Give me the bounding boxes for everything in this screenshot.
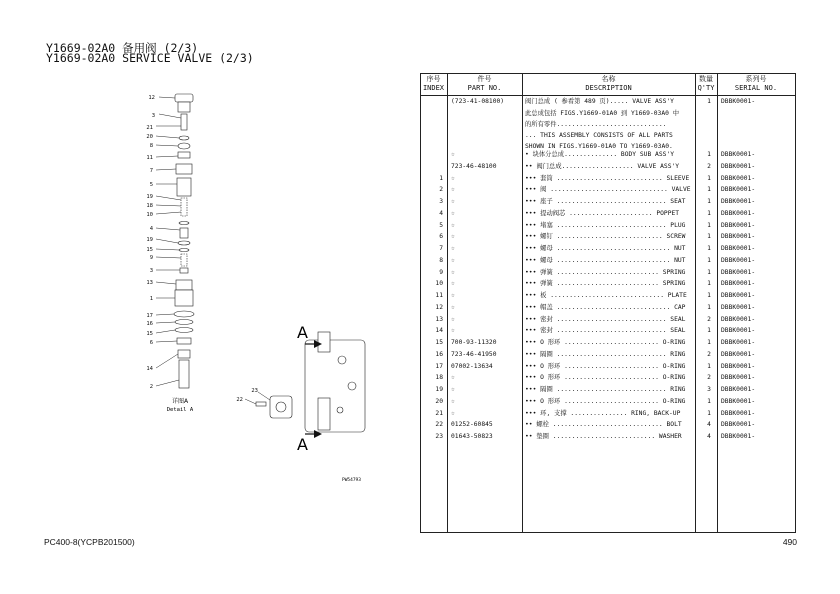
row-serial: DBBK0001- bbox=[721, 433, 756, 440]
part-cap-neck bbox=[178, 102, 190, 112]
view-letter-a-top: A bbox=[297, 323, 308, 342]
table-row bbox=[420, 290, 796, 302]
part-oring-17 bbox=[174, 311, 194, 317]
assembly-note-line-1: 此总成包括 FIGS.Y1669-01A0 到 Y1669-03A0 中 bbox=[525, 110, 680, 117]
callout-2: 2 bbox=[149, 384, 153, 390]
row-qty: 1 bbox=[707, 233, 711, 241]
row-serial: DBBK0001- bbox=[721, 421, 756, 429]
row-description: ••• 套筒 ............................ SLEEVE bbox=[525, 174, 690, 182]
view-letter-a-bottom: A bbox=[297, 435, 308, 454]
row-description: •• 阀门总成................... VALVE ASS'Y bbox=[525, 162, 680, 170]
table-row bbox=[420, 372, 796, 384]
header-index: 序号 INDEX bbox=[422, 75, 445, 92]
part-seal-14 bbox=[178, 350, 190, 358]
row-serial: DBBK0001- bbox=[721, 280, 756, 288]
part-valve bbox=[179, 360, 189, 388]
row-description: ••• O 形环 ......................... O-RING bbox=[525, 374, 686, 382]
row-part-no: ☆ bbox=[451, 256, 455, 264]
table-row bbox=[420, 396, 796, 408]
row-description: ••• O 形环 ......................... O-RING bbox=[525, 339, 686, 346]
callout-15b: 15 bbox=[146, 331, 153, 337]
row-part-no: ☆ bbox=[451, 174, 455, 182]
row-qty: 2 bbox=[707, 350, 711, 358]
header-serial-no: 系列号 SERIAL NO. bbox=[734, 75, 778, 92]
row-qty: 1 bbox=[707, 397, 711, 405]
row-qty: 1 bbox=[707, 303, 711, 311]
table-row bbox=[420, 314, 796, 326]
valve-body-lower-cartridge bbox=[318, 398, 330, 430]
body-port-2 bbox=[348, 382, 356, 390]
row-serial: DBBK0001- bbox=[721, 162, 756, 170]
callout-18: 18 bbox=[146, 203, 153, 209]
callout-1: 1 bbox=[149, 296, 153, 302]
callout-13: 13 bbox=[146, 280, 153, 286]
row-qty: 1 bbox=[707, 151, 711, 158]
row-serial: DBBK0001- bbox=[721, 256, 756, 264]
table-row bbox=[420, 384, 796, 396]
row-description: • 块体分总成.............. BODY SUB ASS'Y bbox=[525, 151, 675, 158]
part-seal-13 bbox=[176, 280, 192, 290]
row-part-no: ☆ bbox=[451, 186, 455, 194]
row-description: •• 螺栓 ............................. BOLT bbox=[525, 421, 682, 429]
part-plate bbox=[178, 152, 190, 158]
row-description: ••• 座子 ............................. SEAT bbox=[525, 198, 686, 205]
title-english: Y1669-02A0 SERVICE VALVE (2/3) bbox=[46, 51, 254, 65]
row-serial: DBBK0001- bbox=[721, 303, 756, 311]
row-index: 8 bbox=[439, 256, 443, 264]
assembly-note-line-2: 的所有零件............................. bbox=[525, 121, 667, 128]
callout-21: 21 bbox=[146, 125, 153, 131]
row-index: 12 bbox=[435, 303, 443, 311]
row-qty: 1 bbox=[707, 268, 711, 276]
row-index: 3 bbox=[439, 198, 443, 205]
row-qty: 4 bbox=[707, 421, 711, 429]
callout-19: 19 bbox=[146, 194, 153, 200]
row-qty: 1 bbox=[707, 221, 711, 229]
part-screw-6 bbox=[177, 338, 191, 344]
table-row bbox=[420, 149, 796, 161]
part-ring-19b bbox=[178, 241, 190, 245]
row-serial: DBBK0001- bbox=[721, 151, 756, 158]
row-qty: 1 bbox=[707, 256, 711, 264]
part-plug bbox=[177, 178, 191, 196]
row-serial: DBBK0001- bbox=[721, 98, 756, 105]
row-part-no: ☆ bbox=[451, 303, 455, 311]
view-arrow-bottom bbox=[297, 430, 322, 454]
row-part-no: ☆ bbox=[451, 233, 455, 241]
row-part-no: ☆ bbox=[451, 245, 455, 252]
row-qty: 2 bbox=[707, 374, 711, 382]
row-description: ••• 提动阀芯 ...................... POPPET bbox=[525, 209, 680, 217]
part-ring-20 bbox=[179, 136, 189, 140]
row-part-no: ☆ bbox=[451, 315, 455, 323]
table-row bbox=[420, 431, 796, 443]
callout-16: 16 bbox=[146, 321, 153, 327]
parts-table bbox=[420, 73, 796, 532]
callout-6: 6 bbox=[149, 340, 153, 346]
row-index: 21 bbox=[435, 409, 443, 417]
callout-17: 17 bbox=[146, 313, 153, 319]
table-row bbox=[420, 231, 796, 243]
row-part-no: ☆ bbox=[451, 386, 455, 393]
callout-14: 14 bbox=[146, 366, 153, 372]
row-part-no: 07002-13634 bbox=[451, 362, 493, 370]
table-row bbox=[420, 349, 796, 361]
part-oring-15 bbox=[179, 249, 189, 252]
row-description: ••• 堵塞 ............................. PLUG bbox=[525, 221, 686, 229]
part-oring-15b bbox=[175, 328, 193, 333]
table-row bbox=[420, 208, 796, 220]
header-description: 名称 DESCRIPTION bbox=[585, 75, 632, 92]
row-index: 14 bbox=[435, 327, 443, 335]
table-row bbox=[420, 267, 796, 279]
table-row bbox=[420, 325, 796, 337]
row-description: ••• O 形环 ......................... O-RING bbox=[525, 362, 686, 370]
row-serial: DBBK0001- bbox=[721, 198, 756, 205]
row-index: 11 bbox=[435, 292, 443, 299]
part-nut-8 bbox=[178, 143, 190, 149]
row-part-no: 723-46-41950 bbox=[451, 350, 497, 358]
body-port-1 bbox=[338, 356, 346, 364]
row-description: ••• 螺母 .............................. NUT bbox=[525, 245, 686, 252]
footer-model: PC400-8(YCPB201500) bbox=[44, 537, 135, 547]
table-row bbox=[420, 173, 796, 185]
callout-8: 8 bbox=[149, 143, 153, 149]
callout-12: 12 bbox=[148, 95, 155, 101]
row-serial: DBBK0001- bbox=[721, 209, 756, 217]
header-part-no: 件号 PART NO. bbox=[467, 75, 502, 92]
table-row bbox=[420, 184, 796, 196]
row-description: ••• 阀 ............................... VALVE bbox=[525, 186, 691, 194]
row-serial: DBBK0001- bbox=[721, 315, 756, 323]
row-part-no: ☆ bbox=[451, 397, 455, 405]
part-cap bbox=[175, 94, 193, 102]
row-serial: DBBK0001- bbox=[721, 245, 756, 252]
callout-10: 10 bbox=[146, 212, 153, 218]
row-qty: 1 bbox=[707, 186, 711, 194]
row-index: 18 bbox=[435, 374, 443, 382]
part-ring-19 bbox=[179, 222, 189, 225]
callout-4: 4 bbox=[149, 226, 153, 232]
callout-numbers bbox=[146, 95, 258, 403]
table-row bbox=[420, 255, 796, 267]
row-part-no: ☆ bbox=[451, 198, 455, 205]
row-description: 阀门总成 ( 参看第 489 页)..... VALVE ASS'Y bbox=[525, 98, 674, 105]
callout-23: 23 bbox=[251, 388, 258, 394]
row-part-no: ☆ bbox=[451, 292, 455, 299]
row-part-no: ☆ bbox=[451, 327, 455, 335]
part-sleeve bbox=[175, 290, 193, 306]
table-row bbox=[420, 419, 796, 431]
row-part-no: 01643-50823 bbox=[451, 433, 493, 440]
flange-hole bbox=[276, 402, 286, 412]
row-serial: DBBK0001- bbox=[721, 233, 756, 241]
row-description: ••• 弹簧 ........................... SPRING bbox=[525, 280, 686, 288]
row-description: ••• 板 .............................. PLATE bbox=[525, 292, 687, 299]
row-part-no: ☆ bbox=[451, 268, 455, 276]
callout-11: 11 bbox=[146, 155, 153, 161]
row-index: 10 bbox=[435, 280, 443, 288]
table-row bbox=[420, 337, 796, 349]
row-description: •• 垫圈 ........................... WASHER bbox=[525, 433, 682, 440]
part-seat bbox=[180, 268, 188, 273]
row-index: 5 bbox=[439, 221, 443, 229]
row-index: 9 bbox=[439, 268, 443, 276]
table-row bbox=[420, 408, 796, 420]
row-index: 4 bbox=[439, 209, 443, 217]
row-qty: 1 bbox=[707, 292, 711, 299]
row-serial: DBBK0001- bbox=[721, 221, 756, 229]
valve-body-top-cartridge bbox=[318, 332, 330, 352]
row-serial: DBBK0001- bbox=[721, 327, 756, 335]
part-screw bbox=[181, 114, 187, 130]
row-serial: DBBK0001- bbox=[721, 397, 756, 405]
row-qty: 2 bbox=[707, 315, 711, 323]
exploded-view-figure bbox=[0, 0, 420, 560]
row-qty: 1 bbox=[707, 362, 711, 370]
row-index: 17 bbox=[435, 362, 443, 370]
callout-9: 9 bbox=[149, 255, 153, 261]
row-qty: 4 bbox=[707, 433, 711, 440]
table-row bbox=[420, 196, 796, 208]
row-qty: 1 bbox=[707, 327, 711, 335]
table-row bbox=[420, 243, 796, 255]
row-index: 23 bbox=[435, 433, 443, 440]
row-serial: DBBK0001- bbox=[721, 386, 756, 393]
row-description: ••• 密封 ............................. SEAL bbox=[525, 327, 686, 335]
callout-19b: 19 bbox=[146, 237, 153, 243]
row-description: ••• 环, 支撑 ............... RING, BACK-UP bbox=[525, 409, 681, 417]
row-serial: DBBK0001- bbox=[721, 268, 756, 276]
row-description: ••• O 形环 ......................... O-RING bbox=[525, 397, 686, 405]
detail-label-cn: 详图A bbox=[171, 398, 189, 405]
row-qty: 1 bbox=[707, 280, 711, 288]
figure-code: PW54793 bbox=[342, 478, 361, 483]
part-ring-16 bbox=[175, 320, 193, 325]
detail-label-en: Detail A bbox=[166, 407, 194, 413]
header-qty: 数量 Q'TY bbox=[697, 75, 715, 92]
row-qty: 1 bbox=[707, 198, 711, 205]
row-serial: DBBK0001- bbox=[721, 350, 756, 358]
row-qty: 1 bbox=[707, 209, 711, 217]
row-part-no: (723-41-08100) bbox=[451, 98, 505, 105]
table-row bbox=[420, 361, 796, 373]
row-qty: 1 bbox=[707, 245, 711, 252]
row-part-no: ☆ bbox=[451, 409, 455, 417]
row-index: 22 bbox=[435, 421, 443, 429]
row-serial: DBBK0001- bbox=[721, 186, 756, 194]
bolt-22 bbox=[256, 402, 266, 406]
table-row bbox=[420, 278, 796, 290]
row-part-no: ☆ bbox=[451, 221, 455, 229]
table-row bbox=[420, 220, 796, 232]
row-qty: 1 bbox=[707, 409, 711, 417]
assembly-note-line-4: SHOWN IN FIGS.Y1669-01A0 TO Y1669-03A0. bbox=[525, 143, 673, 150]
row-part-no: ☆ bbox=[451, 151, 455, 158]
callout-3b: 3 bbox=[149, 268, 153, 274]
row-serial: DBBK0001- bbox=[721, 374, 756, 382]
row-part-no: 700-93-11320 bbox=[451, 339, 497, 346]
body-port-3 bbox=[337, 407, 343, 413]
row-part-no: ☆ bbox=[451, 374, 455, 382]
row-qty: 1 bbox=[707, 339, 711, 346]
title-chinese: Y1669-02A0 备用阀 (2/3) bbox=[46, 41, 199, 55]
row-qty: 3 bbox=[707, 386, 711, 393]
row-description: ••• 帽盖 .............................. CAP bbox=[525, 303, 686, 311]
row-index: 15 bbox=[435, 339, 443, 346]
row-index: 13 bbox=[435, 315, 443, 323]
row-index: 1 bbox=[439, 174, 443, 182]
row-serial: DBBK0001- bbox=[721, 362, 756, 370]
row-index: 2 bbox=[439, 186, 443, 194]
row-part-no: 723-46-48100 bbox=[451, 162, 497, 170]
callout-20: 20 bbox=[146, 134, 153, 140]
row-description: ••• 密封 ............................. SEAL bbox=[525, 315, 686, 323]
row-qty: 1 bbox=[707, 98, 711, 105]
row-part-no: ☆ bbox=[451, 209, 455, 217]
row-serial: DBBK0001- bbox=[721, 174, 756, 182]
row-part-no: 01252-60845 bbox=[451, 421, 493, 429]
callout-22: 22 bbox=[236, 397, 243, 403]
callout-7: 7 bbox=[149, 168, 153, 174]
row-serial: DBBK0001- bbox=[721, 409, 756, 417]
table-row bbox=[420, 161, 796, 173]
row-part-no: ☆ bbox=[451, 280, 455, 288]
part-poppet bbox=[180, 228, 188, 238]
row-serial: DBBK0001- bbox=[721, 339, 756, 346]
row-qty: 1 bbox=[707, 174, 711, 182]
row-index: 20 bbox=[435, 397, 443, 405]
table-row bbox=[420, 96, 796, 108]
row-description: ••• 隔圈 ............................. RING bbox=[525, 350, 686, 358]
row-index: 6 bbox=[439, 233, 443, 241]
callout-15: 15 bbox=[146, 247, 153, 253]
assembly-note-line-3: ... THIS ASSEMBLY CONSISTS OF ALL PARTS bbox=[525, 132, 673, 139]
row-serial: DBBK0001- bbox=[721, 292, 756, 299]
footer-page-number: 490 bbox=[782, 537, 797, 547]
table-row bbox=[420, 302, 796, 314]
row-qty: 2 bbox=[707, 162, 711, 170]
part-spring-10 bbox=[181, 198, 187, 216]
row-description: ••• 弹簧 ........................... SPRING bbox=[525, 268, 686, 276]
row-index: 16 bbox=[435, 350, 443, 358]
row-description: ••• 螺钉 ............................ SCREW bbox=[525, 233, 686, 241]
callout-5: 5 bbox=[149, 182, 153, 188]
row-description: ••• 隔圈 ............................. RING bbox=[525, 386, 686, 393]
row-index: 19 bbox=[435, 386, 443, 393]
callout-3: 3 bbox=[151, 113, 155, 119]
part-spring-9 bbox=[181, 254, 187, 266]
row-description: ••• 螺母 .............................. NUT bbox=[525, 256, 686, 264]
part-nut-7 bbox=[176, 164, 192, 174]
row-index: 7 bbox=[439, 245, 443, 252]
